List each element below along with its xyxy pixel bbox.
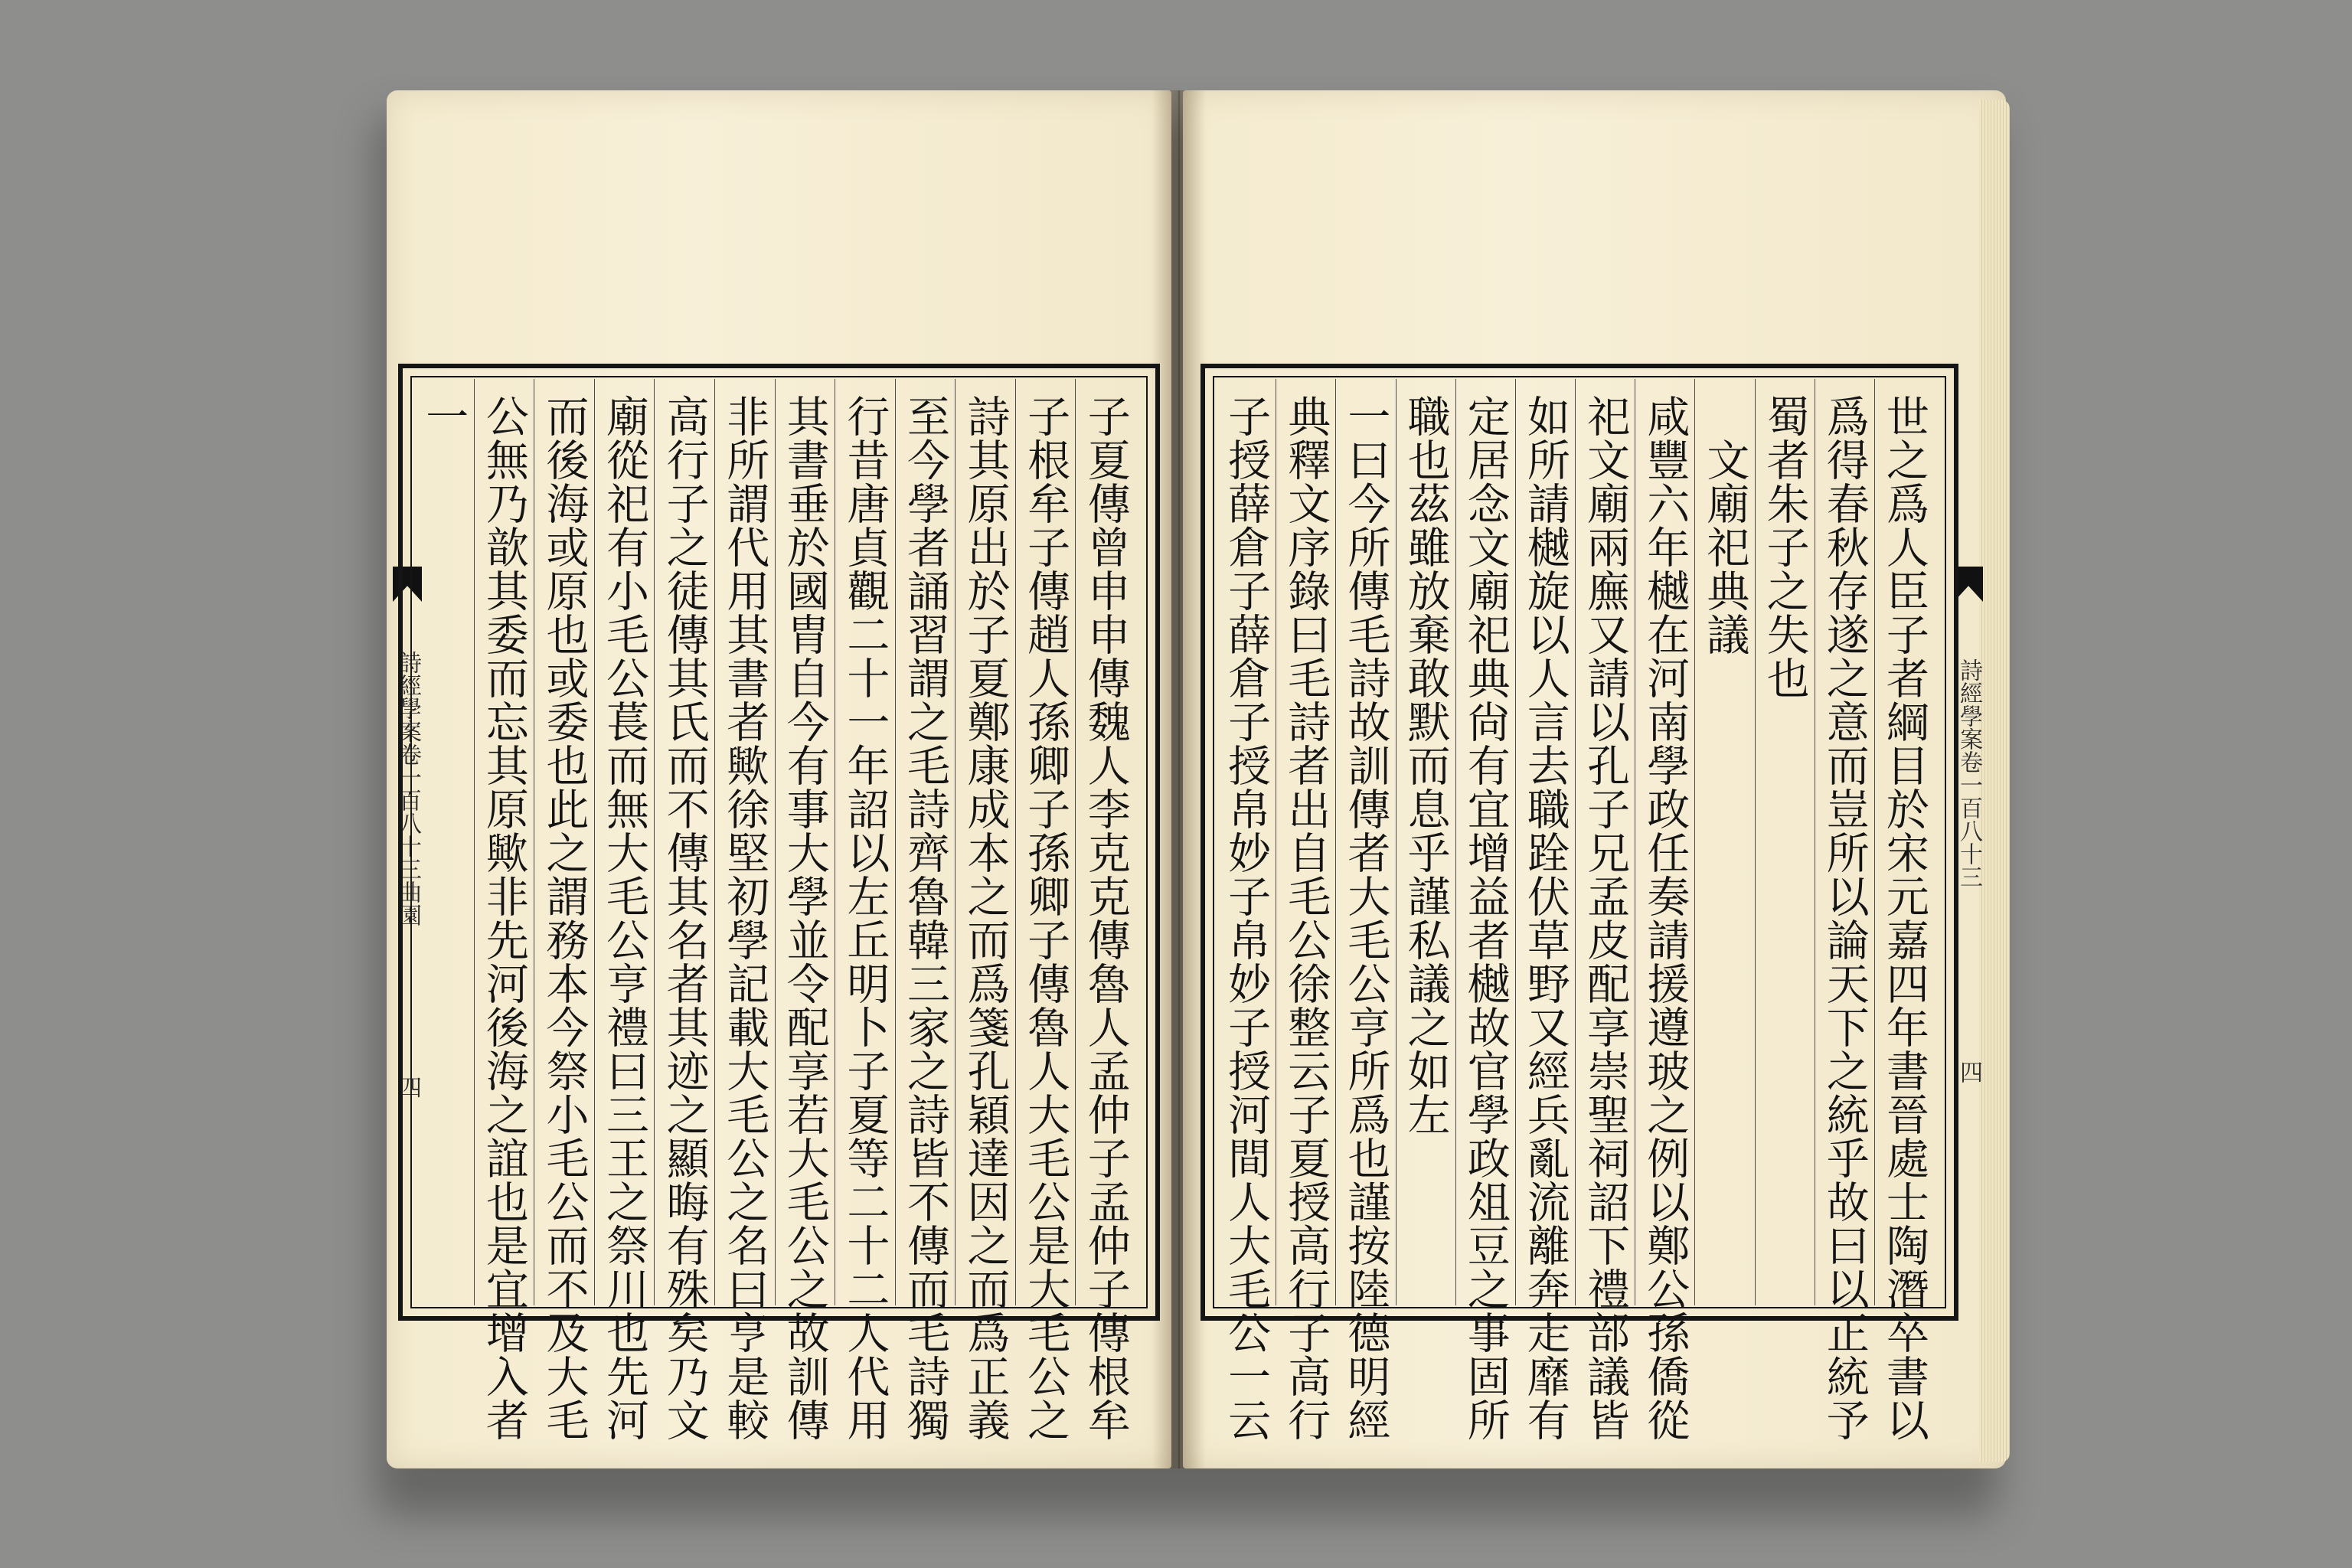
column-rule [1694, 379, 1695, 1305]
right-text-column: 一曰今所傳毛詩故訓傳者大毛公亨所爲也謹按陸德明經 [1341, 394, 1391, 1442]
column-rule [1515, 379, 1516, 1305]
right-text-column: 爲得春秋存遂之意而豈所以論天下之統乎故曰以正統予 [1819, 394, 1870, 1442]
left-text-frame [398, 364, 1160, 1442]
column-rule [1874, 379, 1875, 1305]
column-rule [1575, 379, 1576, 1305]
right-folio-number: 四 [1955, 1060, 1982, 1083]
book-gutter [1152, 90, 1206, 1468]
column-rule [474, 379, 475, 1305]
left-margin-label: 詩經學案卷一百八十三曲園 [394, 651, 421, 926]
left-text-column: 高行子之徒傳其氏而不傳其名者其迹之顯晦有殊矣乃文 [659, 394, 710, 1442]
right-text-column: 蜀者朱子之失也 [1759, 394, 1810, 700]
left-text-column: 子夏傳曾申申傳魏人李克克傳魯人孟仲子孟仲子傳根牟 [1080, 394, 1131, 1442]
left-text-column: 一 [419, 394, 469, 438]
left-text-column: 而後海或原也或委也此之謂務本今祭小毛公而不及大毛 [539, 394, 590, 1442]
right-text-column: 定居念文廟祀典尙有宜增益者樾故官學政俎豆之事固所 [1460, 394, 1511, 1442]
column-rule [1075, 379, 1076, 1305]
left-text-column: 廟從祀有小毛公萇而無大毛公亨禮曰三王之祭川也先河 [599, 394, 650, 1442]
left-folio-number: 四 [394, 1076, 421, 1099]
right-text-column: 如所請樾旋以人言去職跧伏草野又經兵亂流離奔走靡有 [1520, 394, 1570, 1442]
left-text-column: 子根牟子傳趙人孫卿子孫卿子傳魯人大毛公是大毛公之 [1021, 394, 1071, 1442]
column-rule [654, 379, 655, 1305]
left-text-column: 行昔唐貞觀二十一年詔以左丘明卜子夏等二十二人代用 [840, 394, 890, 1442]
column-rule [1335, 379, 1336, 1305]
column-rule [1455, 379, 1456, 1305]
left-text-column: 公無乃歆其委而忘其原歟非先河後海之誼也是宜增入者 [479, 394, 529, 1442]
left-text-column: 非所謂代用其書者歟徐堅初學記載大毛公之名曰亨是較 [720, 394, 770, 1442]
column-rule [775, 379, 776, 1305]
column-rule [594, 379, 595, 1305]
right-text-column: 文廟祀典議 [1700, 394, 1750, 656]
right-text-column: 職也茲雖放棄敢默而息乎謹私議之如左 [1400, 394, 1451, 1136]
left-text-column: 其書垂於國胄自今有事大學並令配享若大毛公之故訓傳 [779, 394, 830, 1442]
left-text-column: 詩其原出於子夏鄭康成本之而爲箋孔穎達因之而爲正義 [960, 394, 1011, 1442]
right-text-column: 世之爲人臣子者綱目於宋元嘉四年書晉處士陶潛卒書以 [1879, 394, 1929, 1442]
right-margin-label: 詩經學案卷一百八十三 [1955, 658, 1982, 888]
right-text-column: 子授薛倉子薛倉子授帛妙子帛妙子授河間人大毛公一云 [1221, 394, 1272, 1442]
right-text-frame [1200, 364, 1958, 1442]
page-edges [1979, 100, 2010, 1462]
column-rule [714, 379, 715, 1305]
right-text-column: 咸豐六年樾在河南學政任奏請援遵玻之例以鄭公孫僑從 [1640, 394, 1690, 1442]
column-rule [955, 379, 956, 1305]
column-rule [895, 379, 896, 1305]
right-text-column: 典釋文序錄曰毛詩者出自毛公徐整云子夏授高行子高行 [1281, 394, 1331, 1442]
column-rule [1755, 379, 1756, 1305]
column-rule [1015, 379, 1016, 1305]
left-text-column: 至今學者誦習謂之毛詩齊魯韓三家之詩皆不傳而毛詩獨 [900, 394, 950, 1442]
right-text-column: 祀文廟兩廡又請以孔子兄孟皮配享崇聖祠詔下禮部議皆 [1580, 394, 1631, 1442]
